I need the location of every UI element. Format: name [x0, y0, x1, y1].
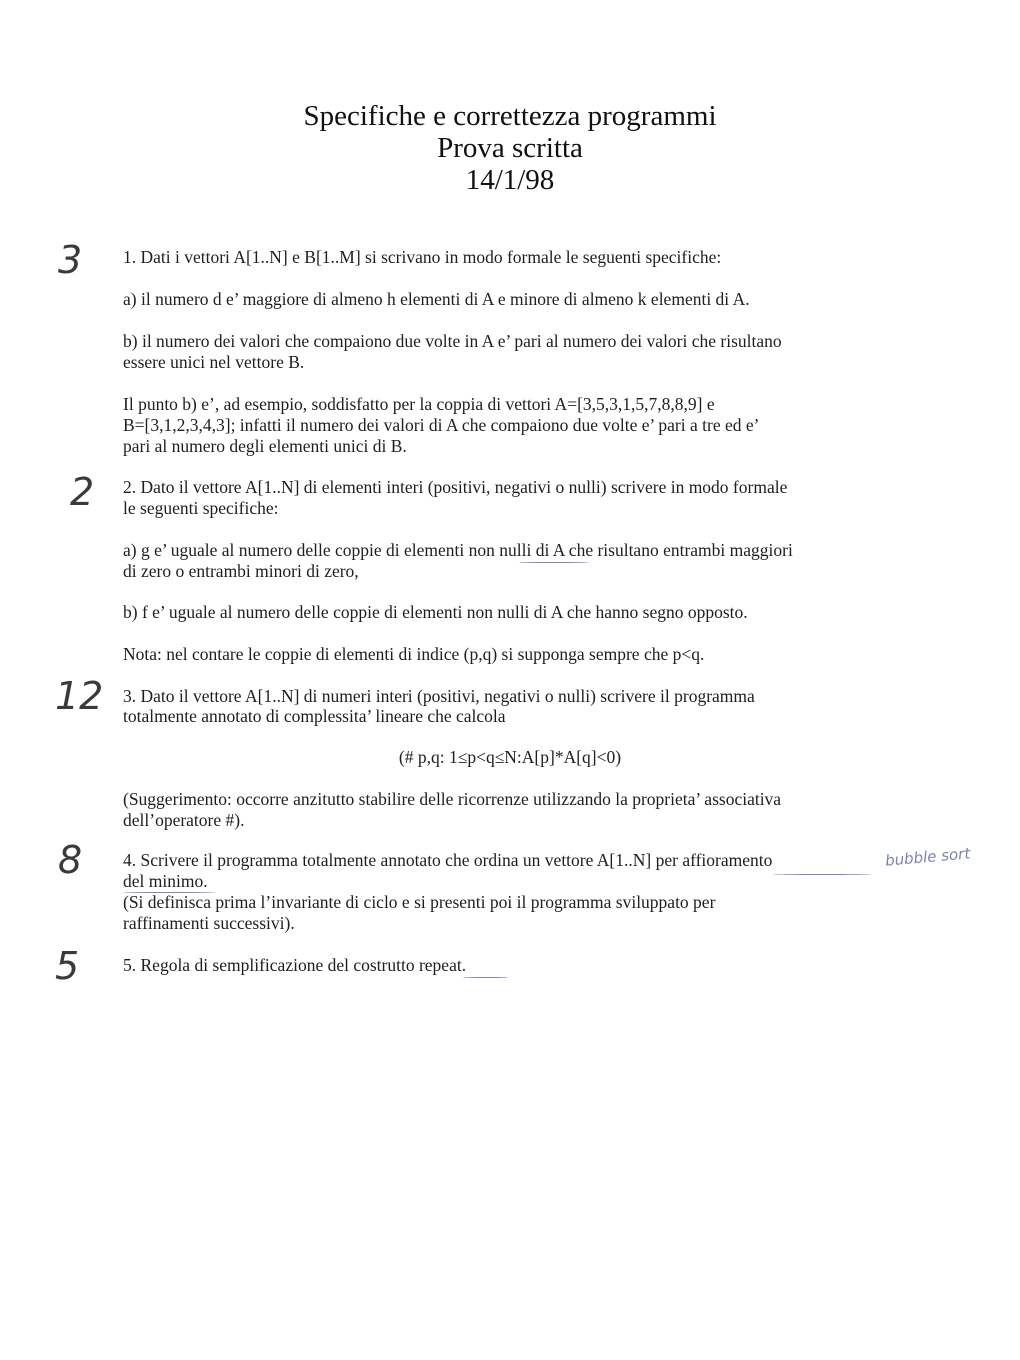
q1-line-1: 1. Dati i vettori A[1..N] e B[1..M] si scrivano in modo formale le seguenti specifiche:: [123, 247, 722, 267]
q1-line-6: B=[3,1,2,3,4,3]; infatti il numero dei valori di A che compaiono due volte e’ pari a tre ed e’: [123, 415, 760, 435]
header: [0, 100, 1020, 196]
q2-line-1: 2. Dato il vettore A[1..N] di elementi interi (positivi, negativi o nulli) scrivere in modo formale: [123, 477, 788, 497]
q2-line-4: di zero o entrambi minori di zero,: [123, 561, 359, 581]
exam-date: 14/1/98: [465, 164, 555, 196]
exam-subtitle: Prova scritta: [437, 132, 583, 164]
score-q4: 8: [58, 838, 83, 882]
q4-line-4: raffinamenti successivi).: [123, 913, 295, 933]
q2-line-6: Nota: nel contare le coppie di elementi di indice (p,q) si supponga sempre che p<q.: [123, 644, 705, 664]
exam-title: Specifiche e correttezza programmi: [303, 100, 717, 132]
q4-line-2: del minimo.: [123, 871, 208, 891]
score-q2: 2: [70, 470, 95, 514]
q1-line-2: a) il numero d e’ maggiore di almeno h elementi di A e minore di almeno k elementi di A.: [123, 289, 750, 309]
q2-line-2: le seguenti specifiche:: [123, 498, 279, 518]
q2-line-5: b) f e’ uguale al numero delle coppie di elementi non nulli di A che hanno segno opposto.: [123, 602, 748, 622]
q5-line-1: 5. Regola di semplificazione del costrutto repeat.: [123, 955, 467, 975]
q1-line-4: essere unici nel vettore B.: [123, 352, 305, 372]
q3-line-5: dell’operatore #).: [123, 810, 245, 830]
underline-repeat: [463, 977, 508, 978]
q3-line-1: 3. Dato il vettore A[1..N] di numeri interi (positivi, negativi o nulli) scrivere il programma: [123, 686, 755, 706]
score-q3: 12: [55, 674, 104, 718]
q1-line-3: b) il numero dei valori che compaiono due volte in A e’ pari al numero dei valori che risultano: [123, 331, 782, 351]
handwritten-note: bubble sort: [884, 844, 971, 870]
score-q1: 3: [58, 238, 83, 282]
q3-formula: (# p,q: 1≤p<q≤N:A[p]*A[q]<0): [398, 747, 622, 767]
score-q5: 5: [55, 944, 80, 988]
q4-line-3: (Si definisca prima l’invariante di ciclo e si presenti poi il programma sviluppato per: [123, 892, 716, 912]
q2-line-3: a) g e’ uguale al numero delle coppie di elementi non nulli di A che risultano entrambi maggiori: [123, 540, 793, 560]
q1-line-7: pari al numero degli elementi unici di B.: [123, 436, 407, 456]
q3-line-2: totalmente annotato di complessita’ lineare che calcola: [123, 706, 506, 726]
q4-line-1: 4. Scrivere il programma totalmente annotato che ordina un vettore A[1..N] per affioramento: [123, 850, 773, 870]
q3-line-4: (Suggerimento: occorre anzitutto stabilire delle ricorrenze utilizzando la proprieta’ associativa: [123, 789, 782, 809]
q1-line-5: Il punto b) e’, ad esempio, soddisfatto per la coppia di vettori A=[3,5,3,1,5,7,8,8,9] e: [123, 394, 715, 414]
